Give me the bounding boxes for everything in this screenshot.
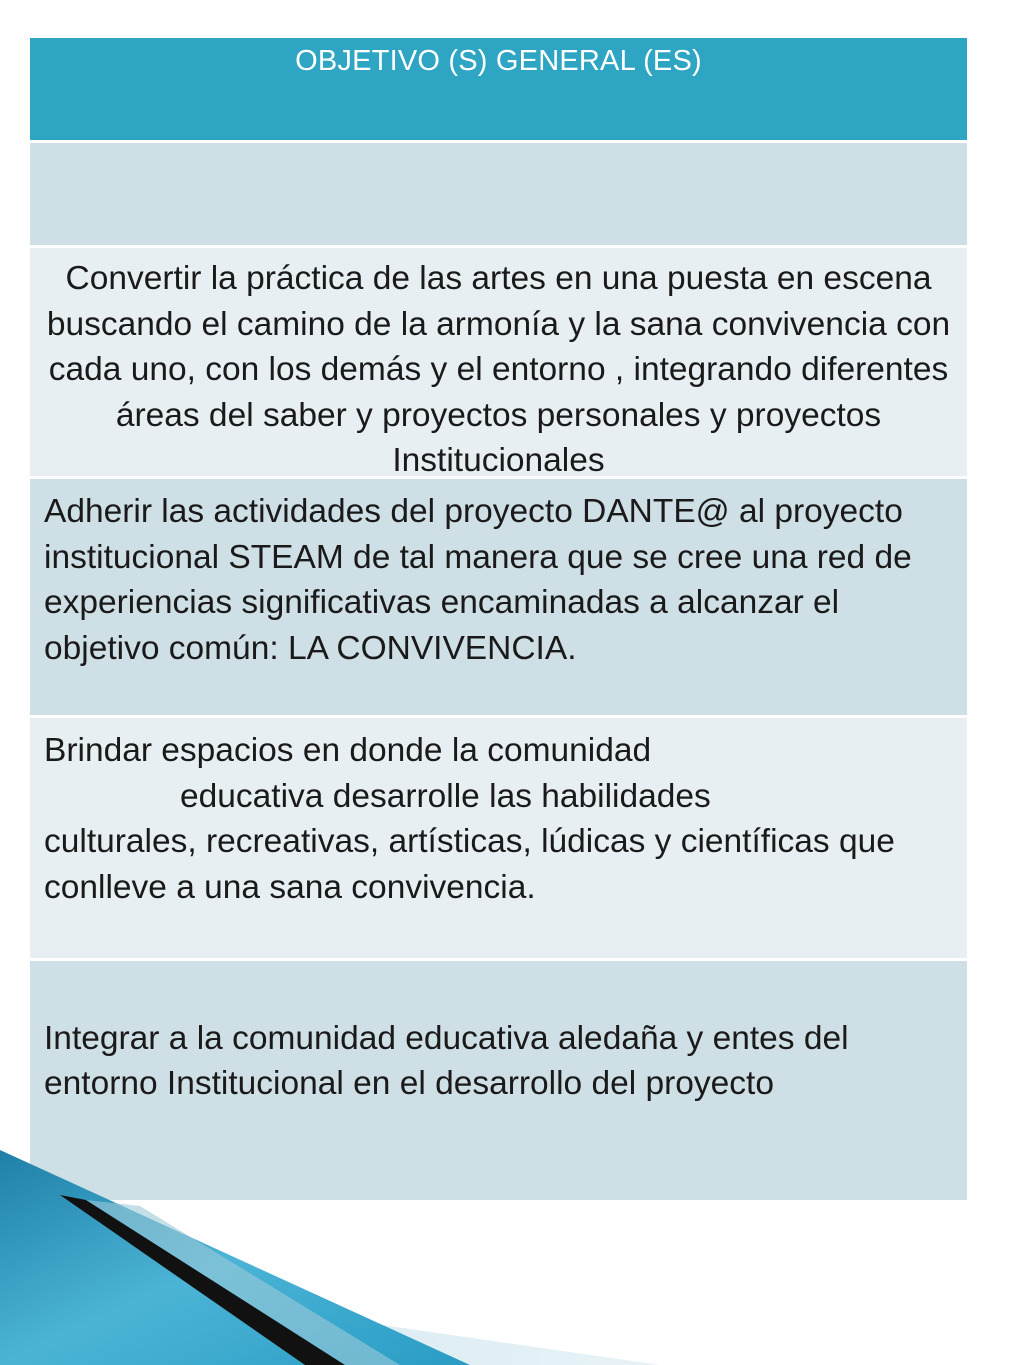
objectives-table bbox=[30, 38, 967, 1200]
objective-row-3-line-2: educativa desarrolle las habilidades bbox=[180, 777, 711, 815]
objective-row-3-line-1: Brindar espacios en donde la comunidad bbox=[44, 732, 652, 770]
table-header: OBJETIVO (S) GENERAL (ES) bbox=[30, 38, 967, 140]
objective-row-3-line-3: culturales, recreativas, artísticas, lúdicas y científicas que conlleve a una sana convivencia. bbox=[44, 823, 895, 906]
objective-row-4: Integrar a la comunidad educativa aledaña y entes del entorno Institucional en el desarrollo del proyecto bbox=[30, 961, 967, 1200]
objective-row-3 bbox=[30, 718, 967, 957]
empty-row bbox=[30, 143, 967, 246]
objective-row-2: Adherir las actividades del proyecto DANTE@ al proyecto institucional STEAM de tal manera que se cree una red de experiencias significativas encaminadas a alcanzar el objetivo común: LA CONVIVENCIA. bbox=[30, 479, 967, 715]
objective-row-1: Convertir la práctica de las artes en una puesta en escena buscando el camino de la armonía y la sana convivencia con cada uno, con los demás y el entorno , integrando diferentes áreas del saber y proyectos personales y proyectos Institucionales bbox=[30, 248, 967, 476]
